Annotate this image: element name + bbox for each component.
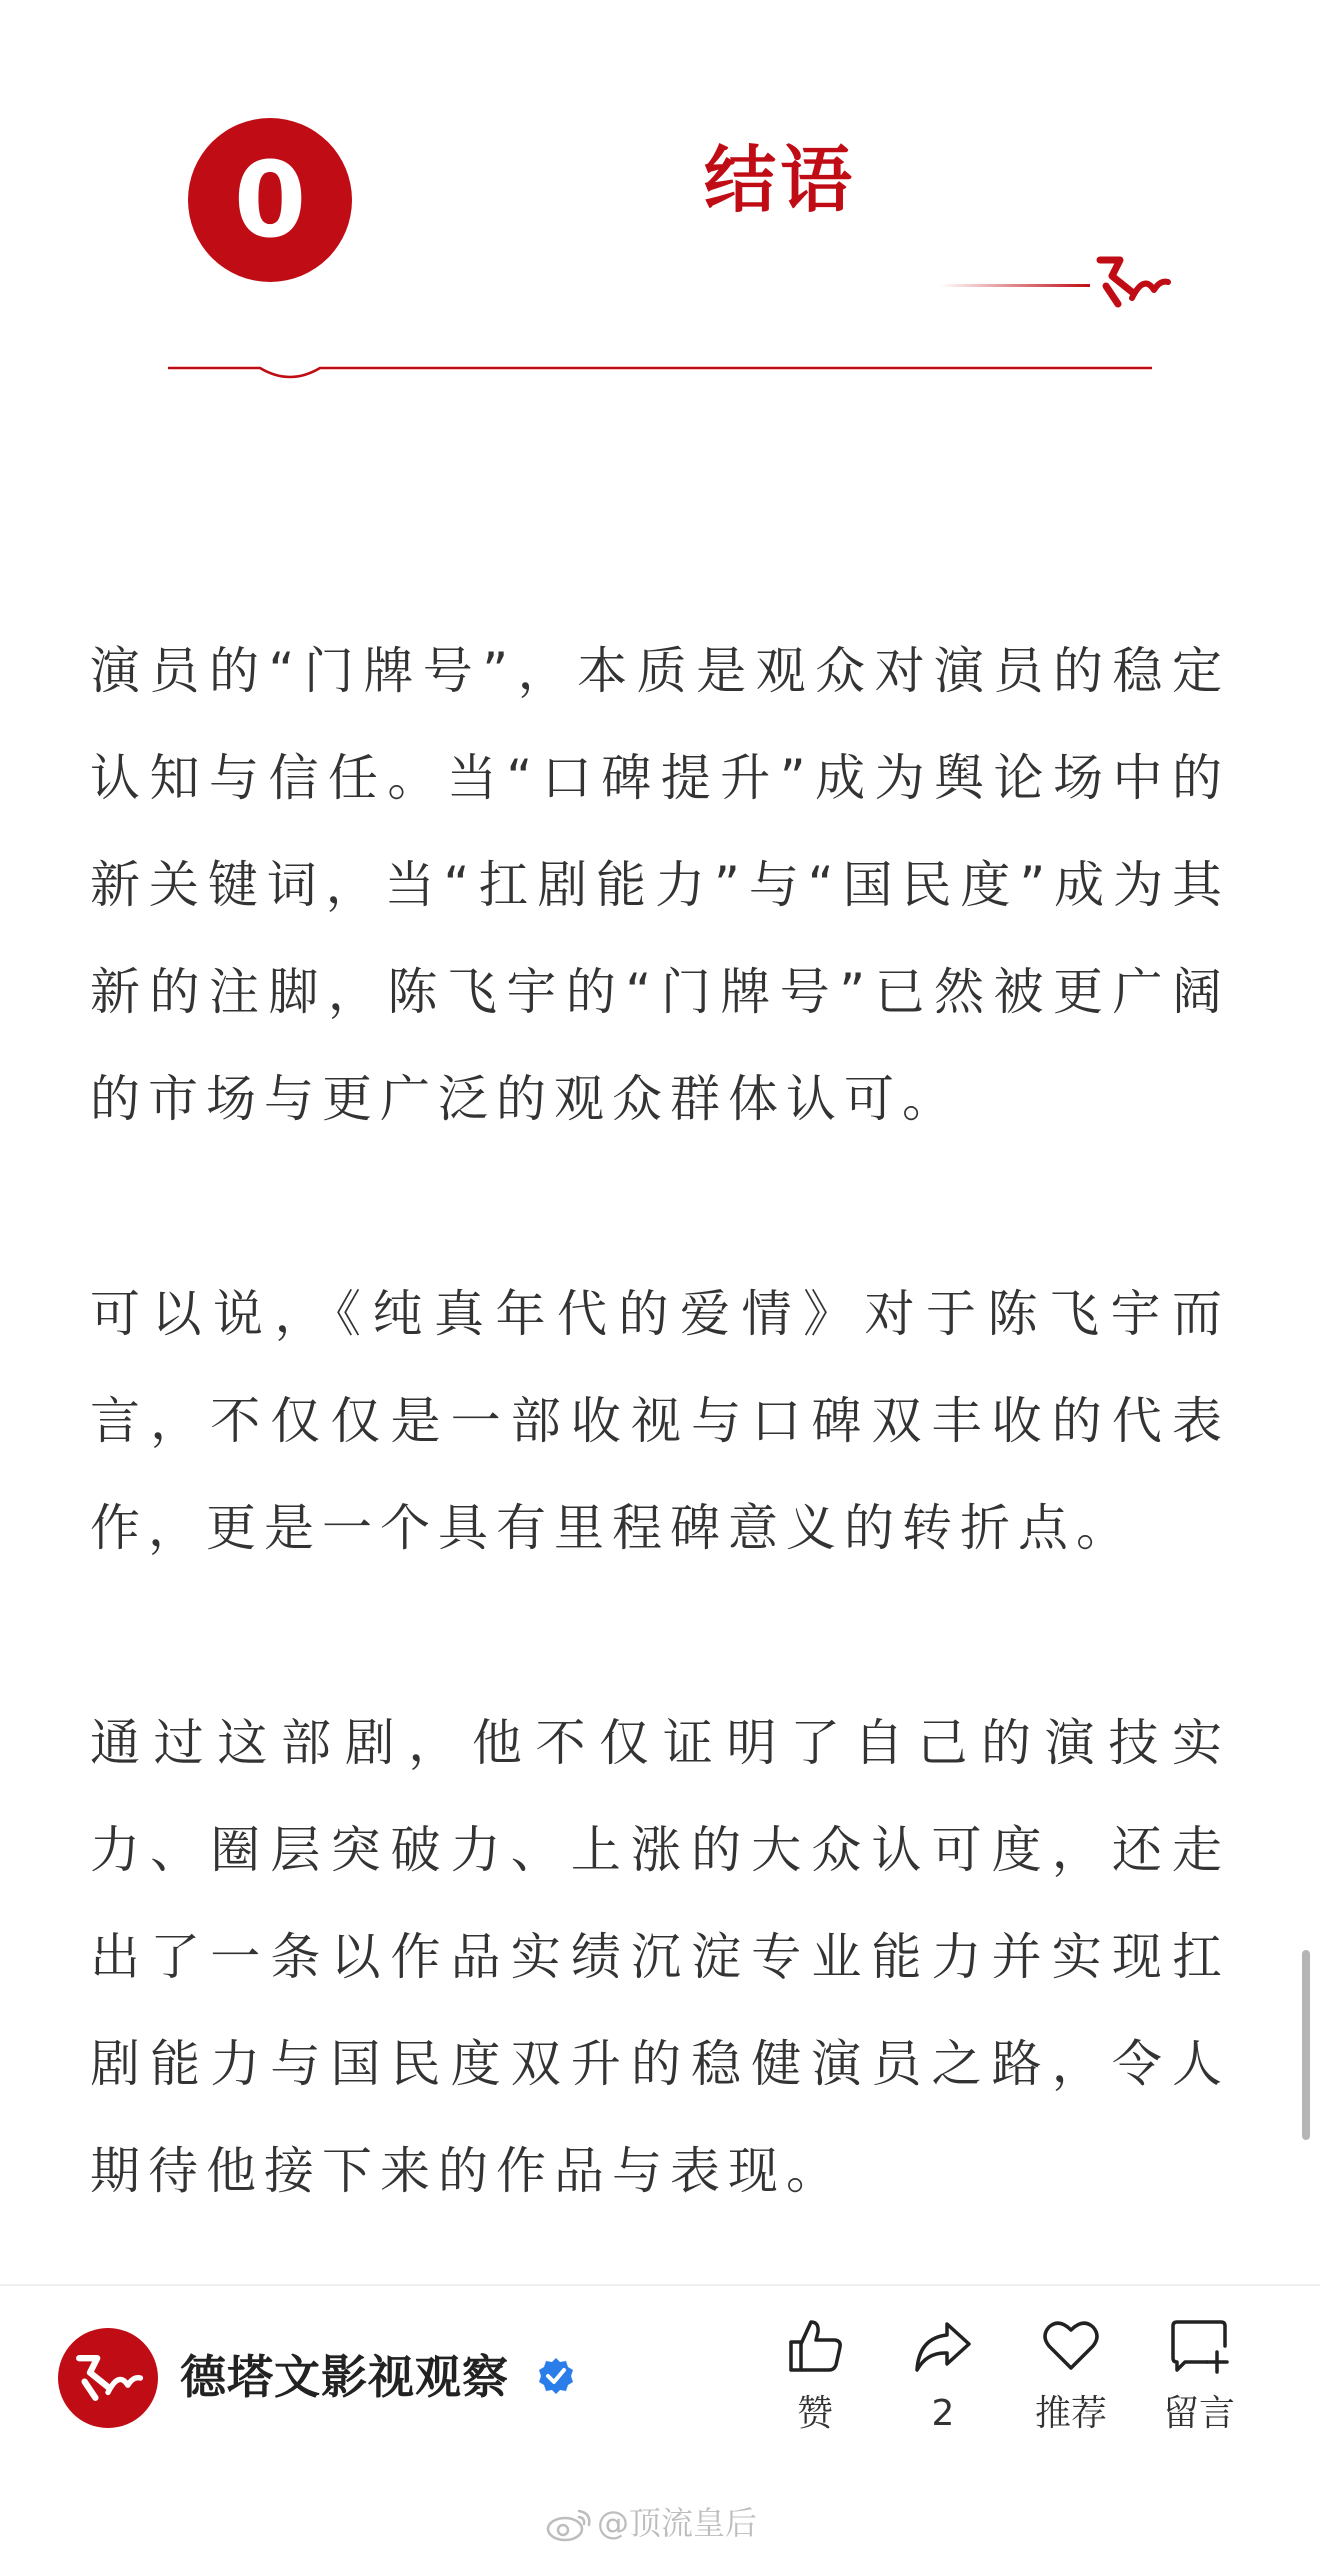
bottom-action-bar xyxy=(0,2284,1320,2486)
share-button[interactable] xyxy=(878,2316,1008,2438)
share-count: 2 xyxy=(931,2393,955,2434)
dtw-logo-icon xyxy=(1092,252,1172,312)
section-divider xyxy=(168,350,1152,390)
account-name[interactable]: 德塔文影视观察 xyxy=(180,2350,509,2404)
like-button[interactable] xyxy=(750,2316,880,2438)
dtw-logo-icon xyxy=(72,2350,144,2406)
share-arrow-icon xyxy=(913,2316,973,2376)
section-number-badge: 0 xyxy=(188,118,352,282)
verified-check-icon xyxy=(536,2356,576,2396)
section-title: 结语 xyxy=(703,138,856,222)
account-avatar[interactable] xyxy=(58,2328,158,2428)
comment-button[interactable] xyxy=(1134,2316,1264,2438)
comment-plus-icon xyxy=(1169,2316,1229,2376)
recommend-label: 推荐 xyxy=(1034,2393,1107,2434)
thumbs-up-icon xyxy=(785,2316,845,2376)
weibo-icon xyxy=(545,2507,595,2543)
recommend-button[interactable] xyxy=(1006,2316,1136,2438)
watermark xyxy=(545,2498,757,2548)
watermark-text: @顶流皇后 xyxy=(597,2504,758,2542)
paragraph-2: 可以说，《纯真年代的爱情》对于陈飞宇而言，不仅仅是一部收视与口碑双丰收的代表作，更是一个具有里程碑意义的转折点。 xyxy=(90,1285,1230,1557)
article-body xyxy=(90,618,1230,2333)
section-header xyxy=(0,0,1320,400)
decorative-line xyxy=(940,284,1090,287)
like-label: 赞 xyxy=(796,2393,833,2434)
comment-label: 留言 xyxy=(1162,2393,1235,2434)
paragraph-1: 演员的“门牌号”，本质是观众对演员的稳定认知与信任。当“口碑提升”成为舆论场中的新关键词，当“扛剧能力”与“国民度”成为其新的注脚，陈飞宇的“门牌号”已然被更广阔的市场与更广泛的观众群体认可。 xyxy=(90,642,1230,1128)
paragraph-3: 通过这部剧，他不仅证明了自己的演技实力、圈层突破力、上涨的大众认可度，还走出了一条以作品实绩沉淀专业能力并实现扛剧能力与国民度双升的稳健演员之路，令人期待他接下来的作品与表现。 xyxy=(90,1714,1230,2200)
heart-icon xyxy=(1041,2316,1101,2376)
scrollbar-thumb[interactable] xyxy=(1302,1950,1310,2140)
